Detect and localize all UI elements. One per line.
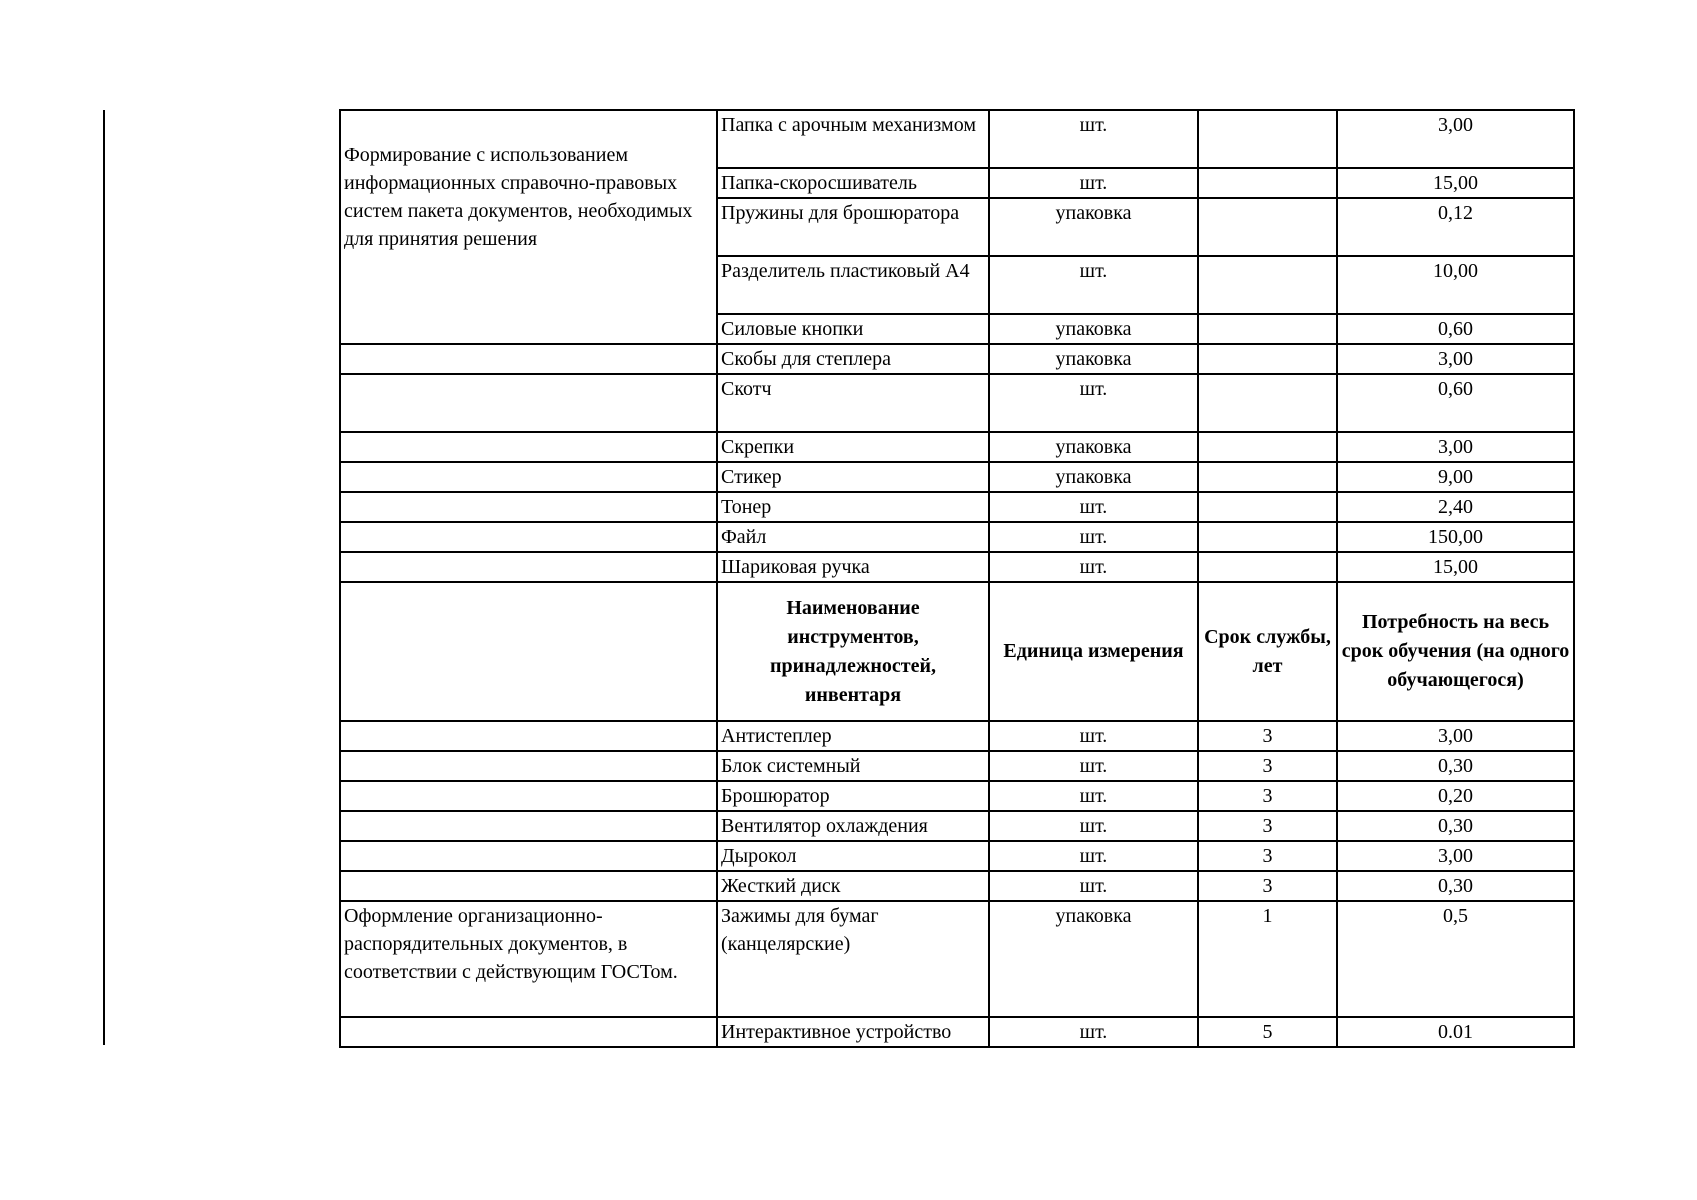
item-qty: 0,60 <box>1337 314 1574 344</box>
item-life <box>1198 432 1337 462</box>
item-qty: 0,20 <box>1337 781 1574 811</box>
item-life: 3 <box>1198 751 1337 781</box>
item-name: Тонер <box>717 492 989 522</box>
activity-cell-empty <box>340 552 717 582</box>
item-name: Пружины для брошюратора <box>717 198 989 256</box>
item-life <box>1198 314 1337 344</box>
item-name: Папка с арочным механизмом <box>717 110 989 168</box>
item-life <box>1198 110 1337 168</box>
table-row <box>340 781 1574 811</box>
item-qty: 15,00 <box>1337 168 1574 198</box>
table-row <box>340 374 1574 432</box>
item-name: Брошюратор <box>717 781 989 811</box>
item-unit: шт. <box>989 256 1198 314</box>
activity-cell: Оформление организационно-распорядительных документов, в соответствии с действующим ГОСТом. <box>340 901 717 1017</box>
item-name: Скрепки <box>717 432 989 462</box>
item-name: Шариковая ручка <box>717 552 989 582</box>
item-life: 5 <box>1198 1017 1337 1047</box>
item-unit: шт. <box>989 168 1198 198</box>
table-row <box>340 344 1574 374</box>
item-name: Папка-скоросшиватель <box>717 168 989 198</box>
item-qty: 3,00 <box>1337 110 1574 168</box>
item-qty: 150,00 <box>1337 522 1574 552</box>
item-unit: шт. <box>989 841 1198 871</box>
activity-cell-empty <box>340 721 717 751</box>
header-unit: Единица измерения <box>989 582 1198 721</box>
item-unit: шт. <box>989 1017 1198 1047</box>
item-qty: 9,00 <box>1337 462 1574 492</box>
item-name: Антистеплер <box>717 721 989 751</box>
item-unit: шт. <box>989 781 1198 811</box>
item-name: Дырокол <box>717 841 989 871</box>
table-row <box>340 432 1574 462</box>
item-name: Жесткий диск <box>717 871 989 901</box>
item-name: Скотч <box>717 374 989 432</box>
item-qty: 0,30 <box>1337 811 1574 841</box>
item-name: Вентилятор охлаждения <box>717 811 989 841</box>
item-unit: шт. <box>989 552 1198 582</box>
item-unit: упаковка <box>989 314 1198 344</box>
item-life <box>1198 374 1337 432</box>
activity-cell <box>340 110 717 344</box>
item-qty: 0,60 <box>1337 374 1574 432</box>
item-name: Разделитель пластиковый А4 <box>717 256 989 314</box>
activity-cell-empty <box>340 871 717 901</box>
item-life <box>1198 492 1337 522</box>
item-life <box>1198 344 1337 374</box>
item-unit: упаковка <box>989 462 1198 492</box>
table-header-row <box>340 582 1574 721</box>
table-row <box>340 1017 1574 1047</box>
item-life <box>1198 198 1337 256</box>
item-qty: 3,00 <box>1337 432 1574 462</box>
item-name: Блок системный <box>717 751 989 781</box>
item-unit: шт. <box>989 811 1198 841</box>
table-row <box>340 110 1574 168</box>
item-qty: 10,00 <box>1337 256 1574 314</box>
item-life: 3 <box>1198 721 1337 751</box>
item-qty: 0,30 <box>1337 871 1574 901</box>
item-unit: шт. <box>989 751 1198 781</box>
item-name: Скобы для степлера <box>717 344 989 374</box>
item-qty: 0,12 <box>1337 198 1574 256</box>
item-unit: шт. <box>989 374 1198 432</box>
table-row <box>340 721 1574 751</box>
activity-cell-empty <box>340 492 717 522</box>
item-unit: шт. <box>989 492 1198 522</box>
activity-cell-empty <box>340 462 717 492</box>
table-row <box>340 492 1574 522</box>
item-life <box>1198 168 1337 198</box>
item-name: Стикер <box>717 462 989 492</box>
item-life <box>1198 462 1337 492</box>
item-unit: шт. <box>989 871 1198 901</box>
item-life: 1 <box>1198 901 1337 1017</box>
table-row <box>340 751 1574 781</box>
item-qty: 0,5 <box>1337 901 1574 1017</box>
item-life <box>1198 552 1337 582</box>
item-unit: шт. <box>989 110 1198 168</box>
item-unit: упаковка <box>989 901 1198 1017</box>
activity-cell-empty <box>340 811 717 841</box>
item-life: 3 <box>1198 871 1337 901</box>
header-name: Наименование инструментов, принадлежностей, инвентаря <box>717 582 989 721</box>
item-unit: упаковка <box>989 198 1198 256</box>
activity-cell-empty <box>340 751 717 781</box>
activity-cell-empty <box>340 522 717 552</box>
item-unit: шт. <box>989 721 1198 751</box>
activity-cell-empty <box>340 781 717 811</box>
header-life: Срок службы, лет <box>1198 582 1337 721</box>
item-life <box>1198 522 1337 552</box>
item-life: 3 <box>1198 841 1337 871</box>
item-name: Файл <box>717 522 989 552</box>
activity-cell-empty <box>340 344 717 374</box>
item-name: Интерактивное устройство <box>717 1017 989 1047</box>
activity-text: Формирование с использованием информационных справочно-правовых систем пакета документов, необходимых для принятия решения <box>344 144 693 250</box>
activity-cell-empty <box>340 582 717 721</box>
item-unit: упаковка <box>989 344 1198 374</box>
header-qty: Потребность на весь срок обучения (на одного обучающегося) <box>1337 582 1574 721</box>
table-row <box>340 462 1574 492</box>
item-qty: 15,00 <box>1337 552 1574 582</box>
item-qty: 0,30 <box>1337 751 1574 781</box>
table-row <box>340 901 1574 1017</box>
table-row <box>340 522 1574 552</box>
table-row <box>340 552 1574 582</box>
table-row <box>340 811 1574 841</box>
item-unit: шт. <box>989 522 1198 552</box>
table-row <box>340 871 1574 901</box>
activity-cell-empty <box>340 374 717 432</box>
activity-cell-empty <box>340 432 717 462</box>
equipment-table <box>339 109 1575 1048</box>
item-qty: 0.01 <box>1337 1017 1574 1047</box>
activity-cell-empty <box>340 841 717 871</box>
item-qty: 2,40 <box>1337 492 1574 522</box>
item-name: Зажимы для бумаг (канцелярские) <box>717 901 989 1017</box>
item-unit: упаковка <box>989 432 1198 462</box>
item-name: Силовые кнопки <box>717 314 989 344</box>
item-qty: 3,00 <box>1337 344 1574 374</box>
item-life <box>1198 256 1337 314</box>
table-row <box>340 841 1574 871</box>
item-life: 3 <box>1198 811 1337 841</box>
left-margin-rule <box>103 110 105 1045</box>
item-qty: 3,00 <box>1337 841 1574 871</box>
item-qty: 3,00 <box>1337 721 1574 751</box>
item-life: 3 <box>1198 781 1337 811</box>
activity-cell-empty <box>340 1017 717 1047</box>
